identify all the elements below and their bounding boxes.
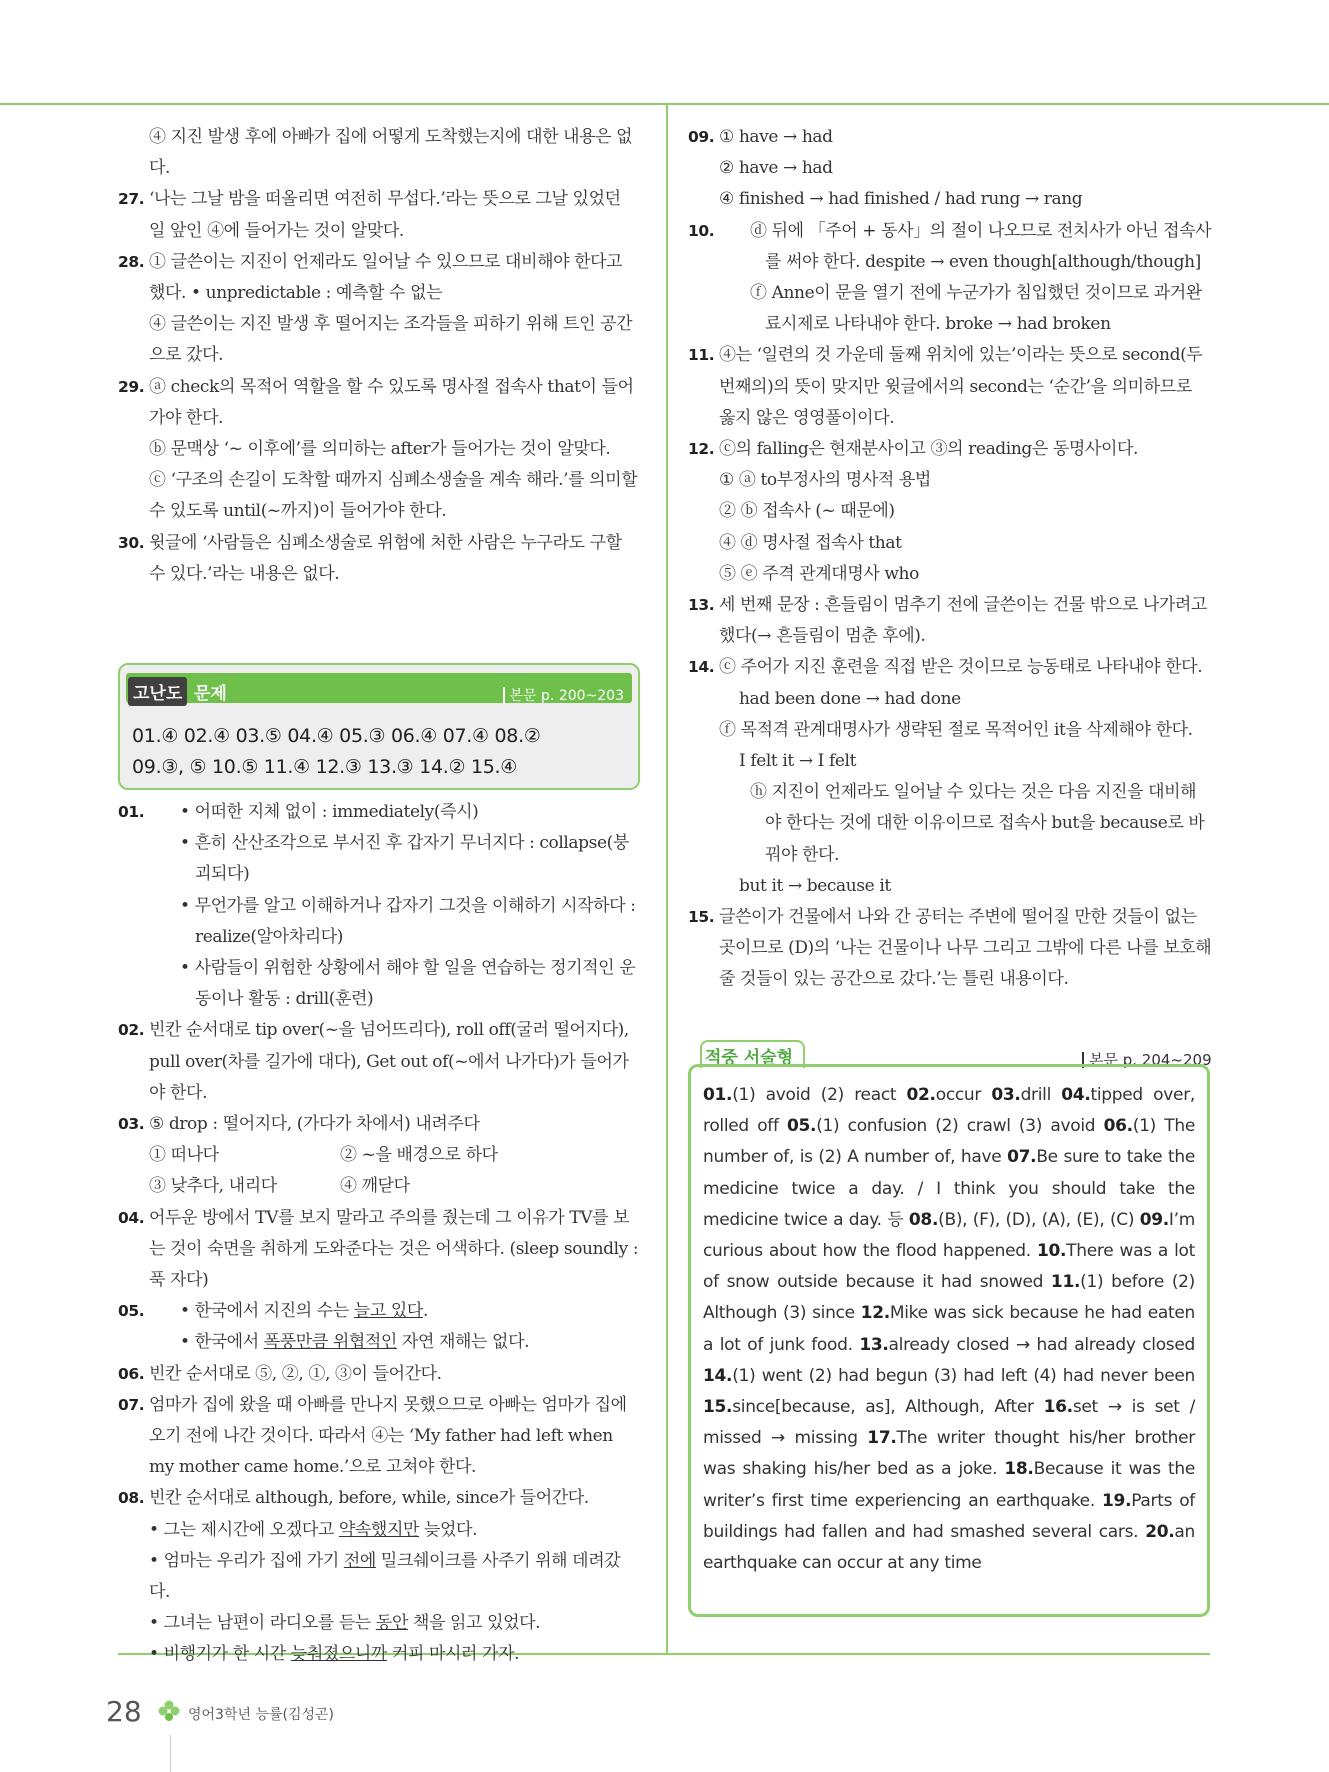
item-15: 15. 글쓴이가 건물에서 나와 간 공터는 주변에 떨어질 만한 것들이 없는 곳이므로 (D)의 ‘나는 건물이나 나무 그리고 그밖에 다른 나를 보호해 줄 것들이 있는 공간으로 갔다.’는 틀린 내용이다. xyxy=(688,907,1212,990)
answer-text: (1) The number of, is (2) A number of, have xyxy=(703,1116,1195,1168)
item-29: 29. ⓐ check의 목적어 역할을 할 수 있도록 명사절 접속사 that이 들어가야 한다. ⓑ 문맥상 ‘~ 이후에’를 의미하는 after가 들어가는 것이 알맞다. ⓒ ‘구조의 손길이 도착할 때까지 심폐소생술을 계속 해라.’를 의미할 수 있도록 until(~까지)이 들어가야 한다. xyxy=(118,376,638,522)
item-01: 01. • 어떠한 지체 없이 : immediately(즉시) • 흔히 산산조각으로 부서진 후 갑자기 무너지다 : collapse(붕괴되다) • 무언가를 알고 이해하거나 갑자기 그것을 이해하기 시작하다 : realize(알아차리다) • 사람들이 위험한 상황에서 해야 할 일을 연습하는 정기적인 운동이나 활동 : drill(훈련) xyxy=(118,802,636,1010)
item-07: 07. 엄마가 집에 왔을 때 아빠를 만나지 못했으므로 아빠는 엄마가 집에 오기 전에 나간 것이다. 따라서 ④는 ‘My father had left when my mother came home.’으로 고쳐야 한다. xyxy=(118,1394,627,1478)
answer-text: (1) avoid (2) react xyxy=(732,1085,907,1105)
item-12: 12. ⓒ의 falling은 현재분사이고 ③의 reading은 동명사이다. ① ⓐ to부정사의 명사적 용법 ② ⓑ 접속사 (~ 때문에) ④ ⓓ 명사절 접속사 that ⑤ ⓔ 주격 관계대명사 who xyxy=(688,439,1138,584)
answer-number: 07. xyxy=(1007,1147,1037,1168)
answer-text: tipped over, rolled off xyxy=(703,1085,1195,1137)
margin-line xyxy=(170,1735,171,1772)
answer-number: 19. xyxy=(1102,1490,1132,1511)
answer-text: Be sure to take the medicine twice a day. / I think you should take the medicine twice a day. 등 xyxy=(703,1147,1195,1230)
answer-text: (1) went (2) had begun (3) had left (4) had never been xyxy=(732,1365,1195,1386)
item-03: 03. ⑤ drop : 떨어지다, (가다가 차에서) 내려주다 ① 떠나다 ② ~을 배경으로 하다 ③ 낮추다, 내리다 ④ 깨닫다 xyxy=(118,1114,498,1197)
section-title: 문제 xyxy=(194,684,227,704)
footer-book-title: 영어3학년 능률(김성곤) xyxy=(188,1707,334,1723)
item-02: 02. 빈칸 순서대로 tip over(~을 넘어뜨리다), roll off(굴러 떨어지다), pull over(차를 길가에 대다), Get out of(~에서 나가다)가 들어가야 한다. xyxy=(118,1020,629,1103)
answer-number: 02. xyxy=(906,1085,936,1105)
answer-text: set → is set / missed → missing xyxy=(703,1397,1195,1449)
item-08: 08. 빈칸 순서대로 although, before, while, since가 들어간다. • 그는 제시간에 오겠다고 약속했지만 늦었다. • 엄마는 우리가 집에 가기 전에 밀크쉐이크를 사주기 위해 데려갔다. • 그녀는 남편이 라디오를 듣는 동안 책을 읽고 있었다. • 비행기가 한 시간 늦춰졌으니까 커피 마시러 가자. xyxy=(118,1488,621,1665)
difficulty-badge: 고난도 xyxy=(128,677,187,706)
answer-text: an earthquake can occur at any time xyxy=(703,1521,1195,1574)
answer-number: 15. xyxy=(703,1397,733,1418)
left-column-bottom xyxy=(118,797,640,1671)
answer-number: 06. xyxy=(1103,1116,1133,1137)
item-30: 30. 윗글에 ‘사람들은 심폐소생술로 위험에 처한 사람은 누구라도 구할 수 있다.’라는 내용은 없다. xyxy=(118,532,622,584)
answer-text: Because it was the writer’s first time experiencing an earthquake. xyxy=(703,1459,1196,1511)
answer-number: 18. xyxy=(1004,1459,1034,1480)
item-09: 09. ① have → had ② have → had ④ finished → had finished / had rung → rang xyxy=(688,127,1083,210)
top-rule xyxy=(0,103,1329,105)
answer-text: already closed → had already closed xyxy=(888,1334,1195,1355)
answer-text: since[because, as], Although, After xyxy=(732,1397,1044,1418)
left-column-top xyxy=(118,122,640,590)
answer-text: (1) confusion (2) crawl (3) avoid xyxy=(816,1116,1104,1137)
right-column xyxy=(688,122,1212,996)
page-reference: 본문 p. 200~203 xyxy=(503,685,624,705)
answer-number: 20. xyxy=(1145,1521,1175,1542)
answer-number: 05. xyxy=(786,1116,817,1137)
answer-number: 16. xyxy=(1043,1397,1073,1418)
answer-text: Mike was sick because he had eaten a lot of junk food. xyxy=(703,1303,1195,1355)
writing-answer-box xyxy=(688,1064,1210,1617)
answer-text: drill xyxy=(1020,1085,1062,1105)
answer-number: 04. xyxy=(1061,1085,1091,1105)
answer-number: 11. xyxy=(1050,1272,1081,1293)
writing-page-reference: 본문 p. 204~209 xyxy=(1082,1049,1212,1070)
answer-number: 10. xyxy=(1036,1241,1067,1262)
answer-text: There was a lot of snow outside because it had snowed xyxy=(703,1241,1195,1293)
item-28: 28. ① 글쓴이는 지진이 언제라도 일어날 수 있으므로 대비해야 한다고 했다. • unpredictable : 예측할 수 없는 ④ 글쓴이는 지진 발생 후 떨어지는 조각들을 피하기 위해 트인 공간으로 갔다. xyxy=(118,251,633,366)
answer-number: 17. xyxy=(867,1428,897,1449)
item-14: 14. ⓒ 주어가 지진 훈련을 직접 받은 것이므로 능동태로 나타내야 한다. had been done → had done ⓕ 목적격 관계대명사가 생략된 절로 목적어인 it을 삭제해야 한다. I felt it → I felt ⓗ 지진이 언제라도 일어날 수 있다는 것은 다음 지진을 대비해야 한다는 것에 대한 이유이므로 접속사 but을 because로 바꿔야 한다. but it → because it xyxy=(688,657,1205,896)
answer-text: (B), (F), (D), (A), (E), (C) xyxy=(938,1209,1140,1230)
answer-number: 12. xyxy=(860,1303,890,1324)
answer-number: 13. xyxy=(859,1334,889,1355)
item-27: 27. ‘나는 그날 밤을 떠올리면 여전히 무섭다.’라는 뜻으로 그날 있었던 일 앞인 ④에 들어가는 것이 알맞다. xyxy=(118,189,621,241)
answer-text: occur xyxy=(935,1085,992,1105)
answer-number: 08. xyxy=(908,1209,939,1230)
answer-text: Parts of buildings had fallen and had smashed several cars. xyxy=(703,1490,1195,1542)
answer-number: 01. xyxy=(703,1085,733,1105)
writing-section-title: 적중 서술형 xyxy=(700,1040,805,1068)
answer-text: (1) before (2) Although (3) since xyxy=(703,1272,1195,1324)
item-26-continuation: ④ 지진 발생 후에 아빠가 집에 어떻게 도착했는지에 대한 내용은 없다. xyxy=(149,127,633,179)
item-06: 06. 빈칸 순서대로 ⑤, ②, ①, ③이 들어간다. xyxy=(118,1363,442,1384)
item-11: 11. ④는 ‘일련의 것 가운데 둘째 위치에 있는’이라는 뜻으로 second(두 번째의)의 뜻이 맞지만 윗글에서의 second는 ‘순간’을 의미하므로 옳지 않은 영영풀이이다. xyxy=(688,345,1203,428)
item-13: 13. 세 번째 문장 : 흔들림이 멈추기 전에 글쓴이는 건물 밖으로 나가려고 했다(→ 흔들림이 멈춘 후에). xyxy=(688,595,1207,647)
clover-icon xyxy=(158,1700,180,1722)
page-number: 28 xyxy=(106,1695,142,1728)
answer-number: 03. xyxy=(991,1085,1021,1105)
item-10: 10. ⓓ 뒤에 「주어 + 동사」의 절이 나오므로 전치사가 아닌 접속사를 써야 한다. despite → even though[although/though] ⓕ Anne이 문을 열기 전에 누군가가 침입했던 것이므로 과거완료시제로 나타내야 한다. broke → had broken xyxy=(688,220,1212,335)
answer-number: 09. xyxy=(1139,1209,1169,1230)
column-divider xyxy=(666,103,668,1654)
answer-number: 14. xyxy=(703,1365,733,1386)
answer-text: The writer thought his/her brother was shaking his/her bed as a joke. xyxy=(703,1428,1195,1480)
item-04: 04. 어두운 방에서 TV를 보지 말라고 주의를 줬는데 그 이유가 TV를 보는 것이 숙면을 취하게 도와준다는 것은 어색하다. (sleep soundly : 푹 자다) xyxy=(118,1207,639,1291)
hard-problems-box xyxy=(118,663,640,790)
answer-text: I’m curious about how the flood happened. xyxy=(703,1209,1195,1262)
item-05: 05. • 한국에서 지진의 수는 늘고 있다. • 한국에서 폭풍만큼 위협적인 자연 재해는 없다. xyxy=(118,1301,530,1353)
answer-key: 01.④ 02.④ 03.⑤ 04.④ 05.③ 06.④ 07.④ 08.② 09.③, ⑤ 10.⑤ 11.④ 12.③ 13.③ 14.② 15.④ xyxy=(132,725,541,778)
